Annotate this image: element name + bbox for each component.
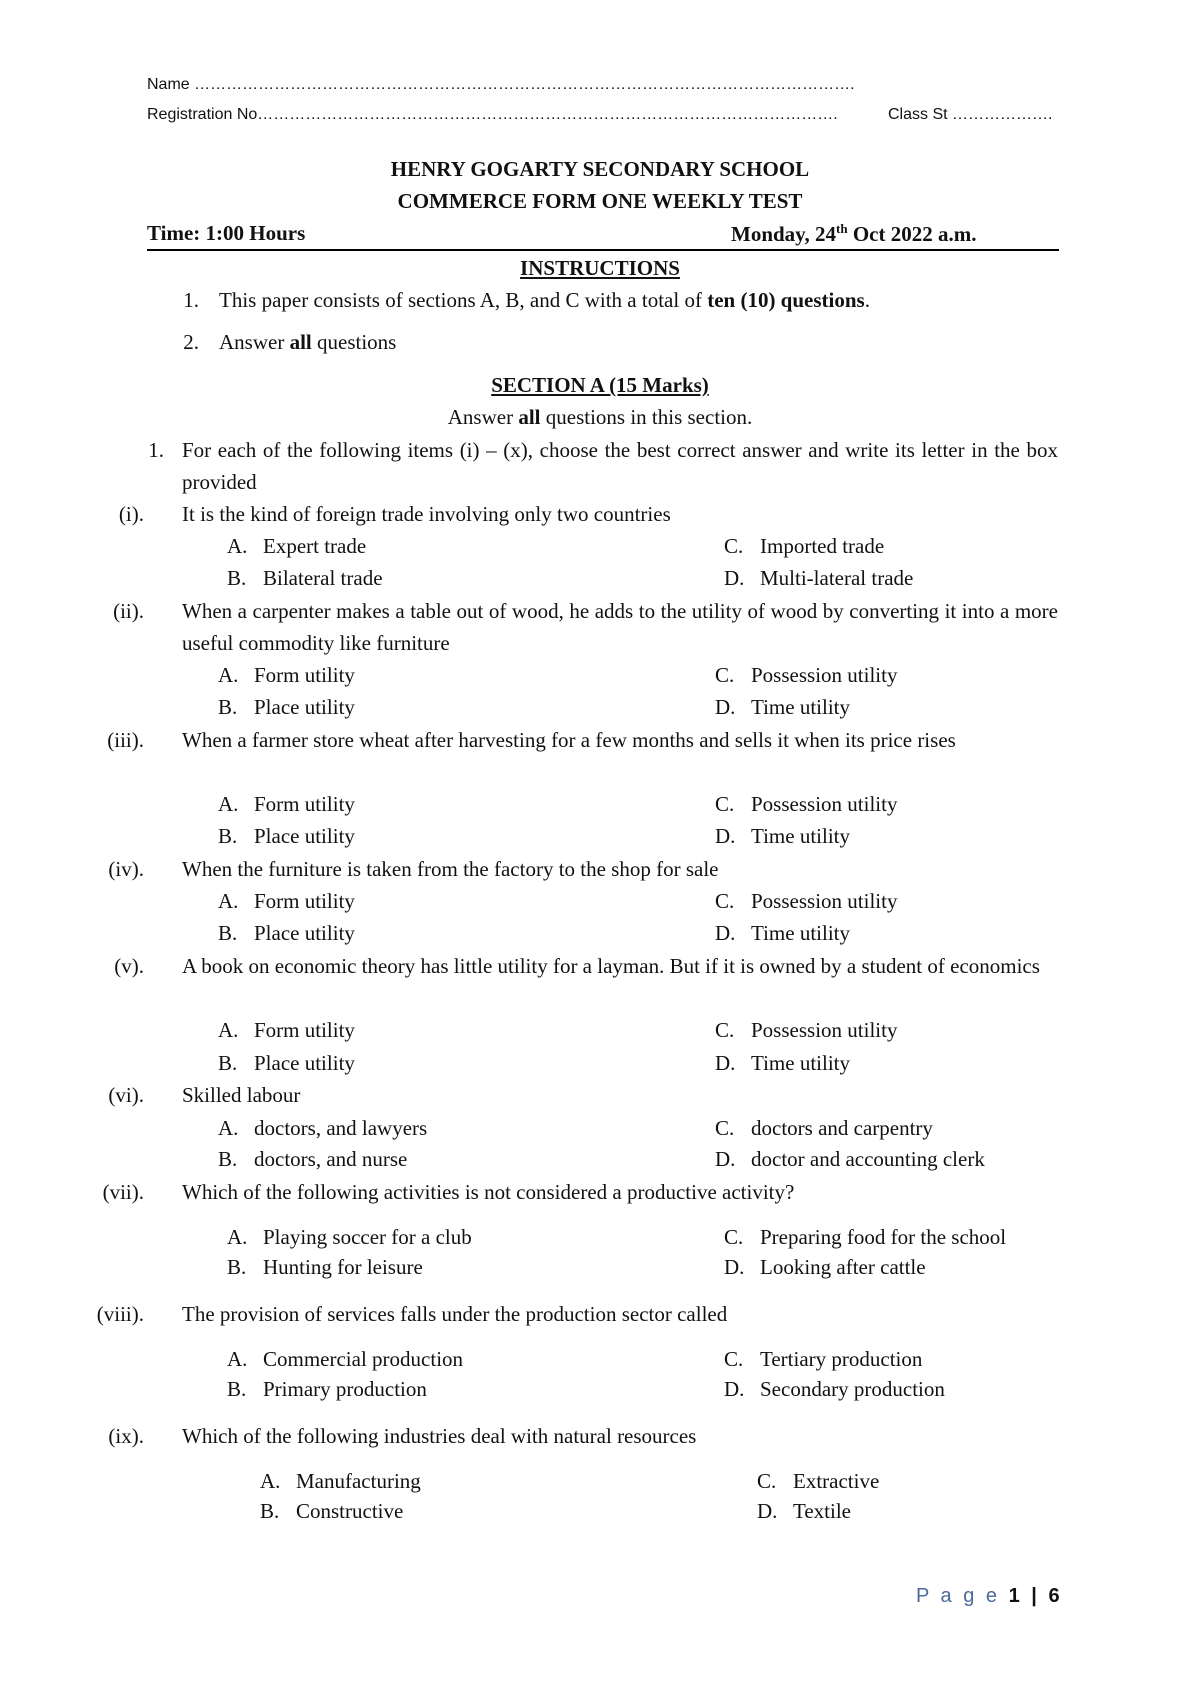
option-c: C. Possession utility — [715, 792, 898, 816]
option-a: A. Commercial production — [227, 1347, 464, 1371]
instruction-item: This paper consists of sections A, B, and C with a total of ten (10) questions. — [219, 288, 870, 312]
item-question: Which of the following activities is not considered a productive activity? — [182, 1180, 795, 1204]
option-d: D. doctor and accounting clerk — [715, 1147, 985, 1171]
item-question: When a carpenter makes a table out of wood, he adds to the utility of wood by converting it into a more useful commodity like furniture — [182, 599, 1058, 655]
page-footer: P a g e 1 | 6 — [916, 1585, 1063, 1607]
question-stem: For each of the following items (i) – (x), choose the best correct answer and write its letter in the box provided — [182, 438, 1058, 494]
registration-line: Registration No………………………………………………………………………………………………. — [147, 106, 838, 123]
option-d: D. Time utility — [715, 695, 851, 719]
instruction-number: 2. — [183, 330, 199, 354]
option-c: C. doctors and carpentry — [715, 1116, 933, 1140]
option-b: B. Place utility — [218, 824, 355, 848]
item-question: It is the kind of foreign trade involving only two countries — [182, 502, 671, 526]
option-b: B. Place utility — [218, 921, 355, 945]
item-question: The provision of services falls under the production sector called — [182, 1302, 728, 1326]
option-a: A. Playing soccer for a club — [227, 1225, 472, 1249]
option-d: D. Multi-lateral trade — [724, 566, 914, 590]
school-name: HENRY GOGARTY SECONDARY SCHOOL — [390, 157, 810, 181]
item-question: Skilled labour — [182, 1083, 301, 1107]
option-b: B. Constructive — [260, 1499, 404, 1523]
test-title: COMMERCE FORM ONE WEEKLY TEST — [397, 189, 803, 213]
option-b: B. Place utility — [218, 695, 355, 719]
option-d: D. Time utility — [715, 824, 851, 848]
item-number: (ix). — [108, 1424, 144, 1448]
option-c: C. Tertiary production — [724, 1347, 923, 1371]
item-number: (viii). — [96, 1302, 144, 1326]
option-b: B. Hunting for leisure — [227, 1255, 423, 1279]
section-a-instruction: Answer all questions in this section. — [447, 405, 753, 429]
item-number: (ii). — [113, 599, 144, 623]
option-b: B. doctors, and nurse — [218, 1147, 408, 1171]
instruction-number: 1. — [183, 288, 199, 312]
option-c: C. Extractive — [757, 1469, 880, 1493]
item-question: A book on economic theory has little utility for a layman. But if it is owned by a student of economics — [182, 954, 1040, 978]
option-c: C. Preparing food for the school — [724, 1225, 1007, 1249]
option-b: B. Bilateral trade — [227, 566, 383, 590]
name-line: Name ……………………………………………………………………………………………………………. — [147, 76, 855, 93]
option-a: A. Form utility — [218, 792, 355, 816]
option-d: D. Time utility — [715, 1051, 851, 1075]
option-a: A. doctors, and lawyers — [218, 1116, 428, 1140]
question-number: 1. — [148, 438, 164, 462]
item-number: (v). — [114, 954, 144, 978]
item-question: When a farmer store wheat after harvesting for a few months and sells it when its price rises — [182, 728, 956, 752]
option-a: A. Manufacturing — [260, 1469, 421, 1493]
option-d: D. Textile — [757, 1499, 852, 1523]
header-rule — [147, 249, 1059, 251]
option-c: C. Possession utility — [715, 663, 898, 687]
option-d: D. Looking after cattle — [724, 1255, 926, 1279]
section-a-heading: SECTION A (15 Marks) — [491, 373, 709, 397]
option-a: A. Form utility — [218, 1018, 355, 1042]
option-d: D. Time utility — [715, 921, 851, 945]
instructions-heading: INSTRUCTIONS — [520, 256, 680, 280]
option-a: A. Form utility — [218, 663, 355, 687]
item-number: (iii). — [107, 728, 144, 752]
option-c: C. Possession utility — [715, 1018, 898, 1042]
option-d: D. Secondary production — [724, 1377, 945, 1401]
option-c: C. Possession utility — [715, 889, 898, 913]
option-b: B. Place utility — [218, 1051, 355, 1075]
option-c: C. Imported trade — [724, 534, 885, 558]
option-b: B. Primary production — [227, 1377, 427, 1401]
item-number: (i). — [118, 502, 144, 526]
time-allowed: Time: 1:00 Hours — [147, 221, 306, 245]
instruction-item: Answer all questions — [219, 330, 397, 354]
item-question: When the furniture is taken from the factory to the shop for sale — [182, 857, 719, 881]
item-number: (vii). — [102, 1180, 144, 1204]
item-number: (vi). — [108, 1083, 144, 1107]
class-line: Class St ………………. — [888, 106, 1053, 123]
option-a: A. Expert trade — [227, 534, 367, 558]
test-date: Monday, 24th Oct 2022 a.m. — [731, 221, 977, 246]
option-a: A. Form utility — [218, 889, 355, 913]
item-question: Which of the following industries deal with natural resources — [182, 1424, 697, 1448]
item-number: (iv). — [108, 857, 144, 881]
